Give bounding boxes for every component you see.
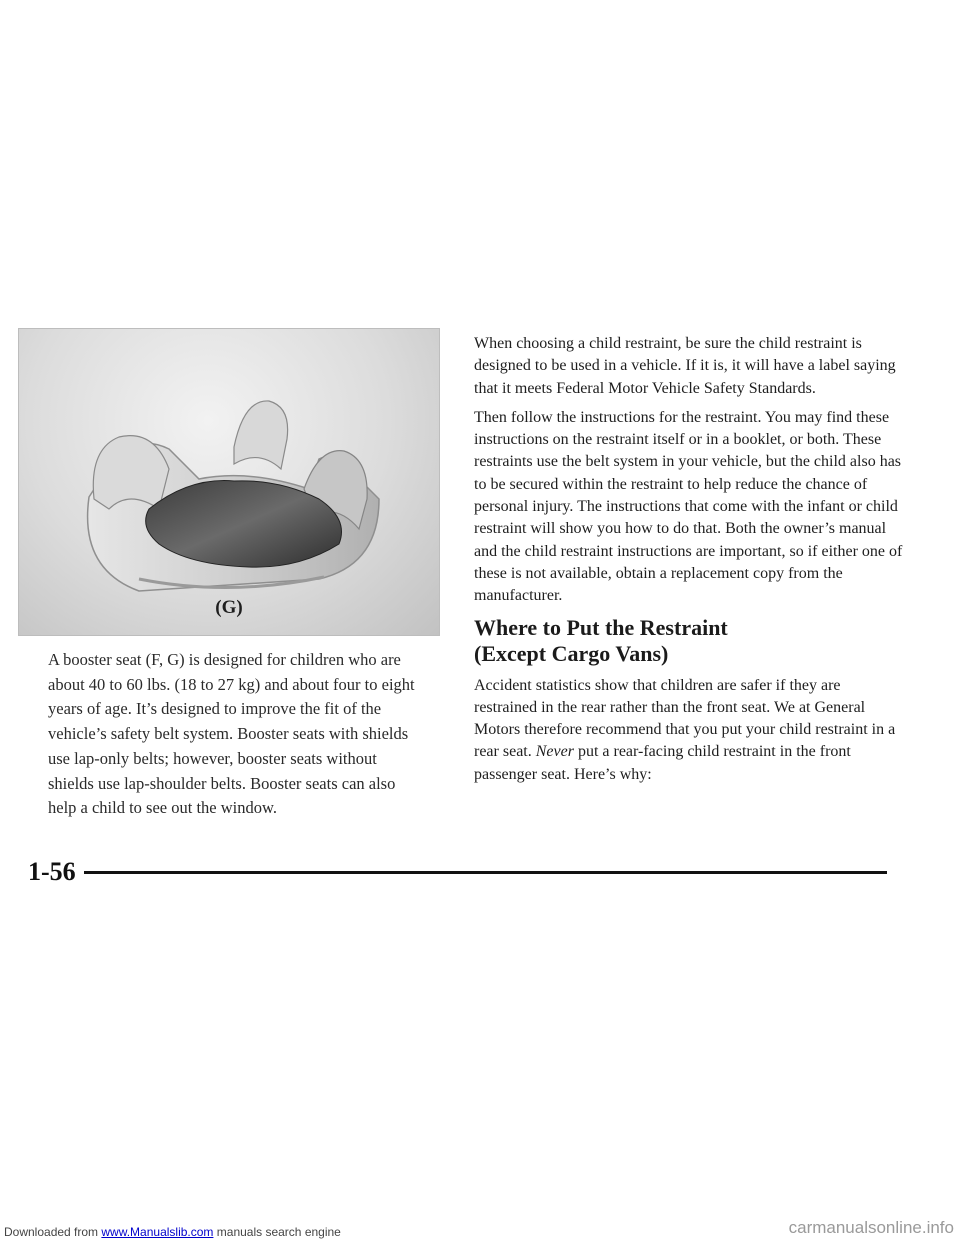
section-heading-line-2: (Except Cargo Vans) bbox=[474, 640, 669, 666]
accident-statistics-text-after: put a rear-facing child restraint in the front passenger seat. Here’s why: bbox=[474, 743, 851, 783]
accident-statistics-paragraph bbox=[474, 675, 906, 786]
follow-instructions-paragraph: Then follow the instructions for the restraint. You may find these instructions on the restraint itself or in a booklet, or both. These restraints use the belt system in your vehicle, but the child also has to be secured within the restraint to help reduce the chance of personal injury. The instructions that come with the infant or child restraint will show you how to do that. Both the owner’s manual and the child restraint instructions are important, so if either one of these is not available, obtain a replacement copy from the manufacturer. bbox=[474, 408, 903, 605]
booster-seat-figure bbox=[18, 328, 440, 636]
right-column bbox=[474, 333, 906, 793]
booster-seat-illustration bbox=[19, 329, 440, 636]
section-heading bbox=[474, 615, 906, 667]
brand-watermark: carmanualsonline.info bbox=[788, 1218, 954, 1237]
page-number: 1-56 bbox=[28, 857, 76, 886]
never-emphasis: Never bbox=[535, 743, 574, 761]
choosing-restraint-paragraph: When choosing a child restraint, be sure the child restraint is designed to be used in a vehicle. If it is, it will have a label saying that it meets Federal Motor Vehicle Safety Standards. bbox=[474, 335, 896, 397]
manualslib-link[interactable]: www.Manualslib.com bbox=[101, 1225, 214, 1239]
download-footer bbox=[4, 1225, 341, 1239]
section-heading-line-1: Where to Put the Restraint bbox=[474, 614, 728, 640]
accident-statistics-text-before: Accident statistics show that children are safer if they are restrained in the rear rather than the front seat. We at General Motors therefore recommend that you put your child restraint in a rear seat. bbox=[474, 676, 896, 761]
footer-prefix: Downloaded from bbox=[4, 1225, 102, 1239]
booster-seat-paragraph: A booster seat (F, G) is designed for children who are about 40 to 60 lbs. (18 to 27 kg) and about four to eight years of age. It’s designed to improve the fit of the vehicle’s safety belt system. Booster seats with shields use lap-only belts; however, booster seats without shields use lap-shoulder belts. Booster seats can also help a child to see out the window. bbox=[48, 650, 415, 818]
figure-label: (G) bbox=[215, 597, 243, 618]
footer-suffix: manuals search engine bbox=[213, 1225, 341, 1239]
footer-rule bbox=[84, 871, 887, 874]
